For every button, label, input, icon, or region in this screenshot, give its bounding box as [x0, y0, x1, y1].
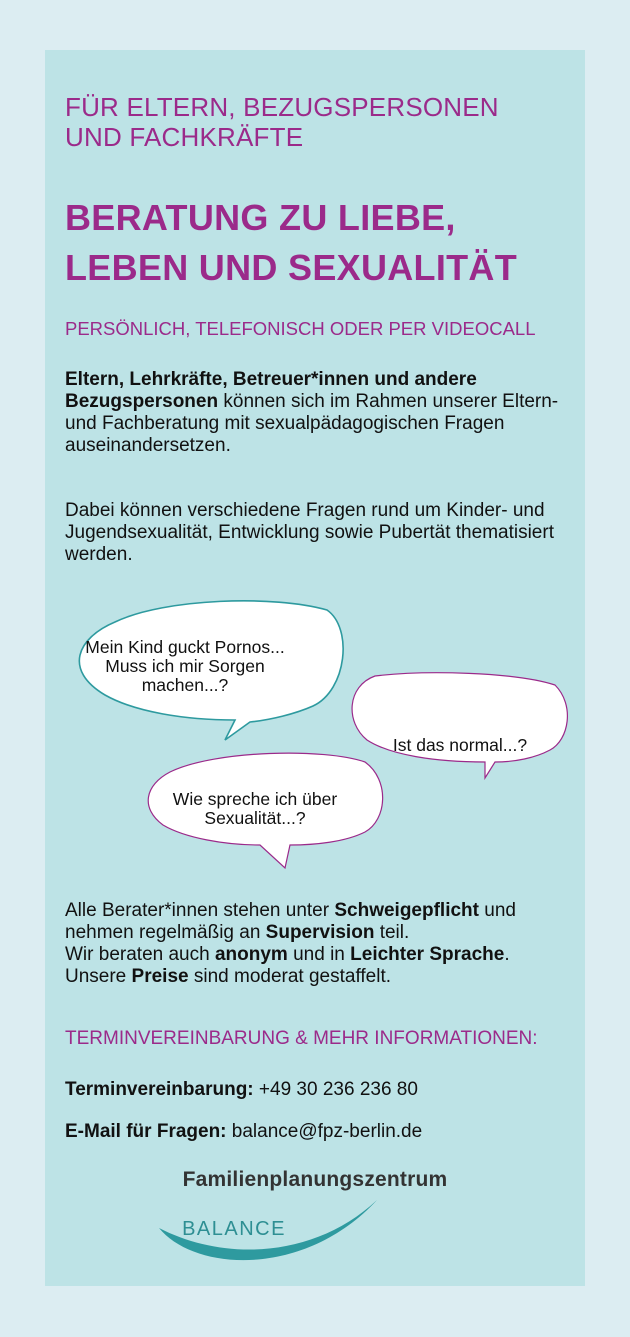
policy-bold: Leichter Sprache [350, 944, 505, 965]
bubble-line: Ist das normal...? [392, 735, 528, 755]
email-label: E-Mail für Fragen: [65, 1121, 227, 1142]
policy-text: und nehmen regelmäßig an [65, 900, 516, 943]
policy-text: Unsere [65, 966, 132, 987]
email-address[interactable]: balance@fpz-berlin.de [226, 1121, 423, 1142]
policy-text: und in [287, 944, 351, 965]
speech-bubble-1 [85, 638, 285, 695]
policy-bold: Schweigepflicht [334, 900, 479, 921]
email-line [65, 1121, 422, 1143]
bubble-line: Muss ich mir Sorgen [105, 656, 265, 676]
speech-bubble-2-shape [352, 673, 567, 778]
logo-sub: BALANCE [182, 1218, 286, 1240]
logo-name: Familienplanungszentrum [182, 1168, 448, 1191]
speech-bubble-2 [365, 736, 555, 755]
topics-paragraph: Dabei können verschiedene Fragen rund um Kinder- und Jugendsexualität, Entwicklung sowie Pubertät thematisiert werden. [65, 500, 554, 565]
policy-text: teil. [374, 922, 410, 943]
phone-line [65, 1079, 418, 1101]
intro-text: können sich im Rahmen unserer Eltern- und Fachberatung mit sexualpädagogischen Fragen auseinandersetzen. [65, 391, 559, 456]
bubble-line: machen...? [141, 675, 229, 695]
audience-line: FÜR ELTERN, BEZUGSPERSONEN [65, 92, 499, 122]
audience-line: UND FACHKRÄFTE [65, 122, 304, 152]
title-line: BERATUNG ZU LIEBE, [65, 197, 456, 238]
bubble-line: Sexualität...? [204, 808, 306, 828]
policy-text: Wir beraten auch [65, 944, 215, 965]
policy-text: . [504, 944, 510, 965]
bubble-line: Wie spreche ich über [172, 789, 338, 809]
contact-heading: TERMINVEREINBARUNG & MEHR INFORMATIONEN: [65, 1028, 538, 1049]
intro-bold: Eltern, Lehrkräfte, Betreuer*innen und andere Bezugspersonen [65, 369, 477, 412]
phone-number[interactable]: +49 30 236 236 80 [253, 1079, 418, 1100]
subtitle: PERSÖNLICH, TELEFONISCH ODER PER VIDEOCALL [65, 318, 536, 339]
policy-bold: Supervision [265, 922, 375, 943]
policy-bold: anonym [214, 944, 288, 965]
bubble-line: Mein Kind guckt Pornos... [85, 637, 285, 657]
policy-bold: Preise [131, 966, 189, 987]
policy-text: sind moderat gestaffelt. [188, 966, 392, 987]
policy-paragraph [65, 900, 570, 988]
policy-text: Alle Berater*innen stehen unter [65, 900, 335, 921]
title-line: LEBEN UND SEXUALITÄT [65, 247, 518, 288]
flyer-card [45, 50, 585, 1286]
phone-label: Terminvereinbarung: [65, 1079, 254, 1100]
speech-bubble-3 [155, 790, 355, 828]
